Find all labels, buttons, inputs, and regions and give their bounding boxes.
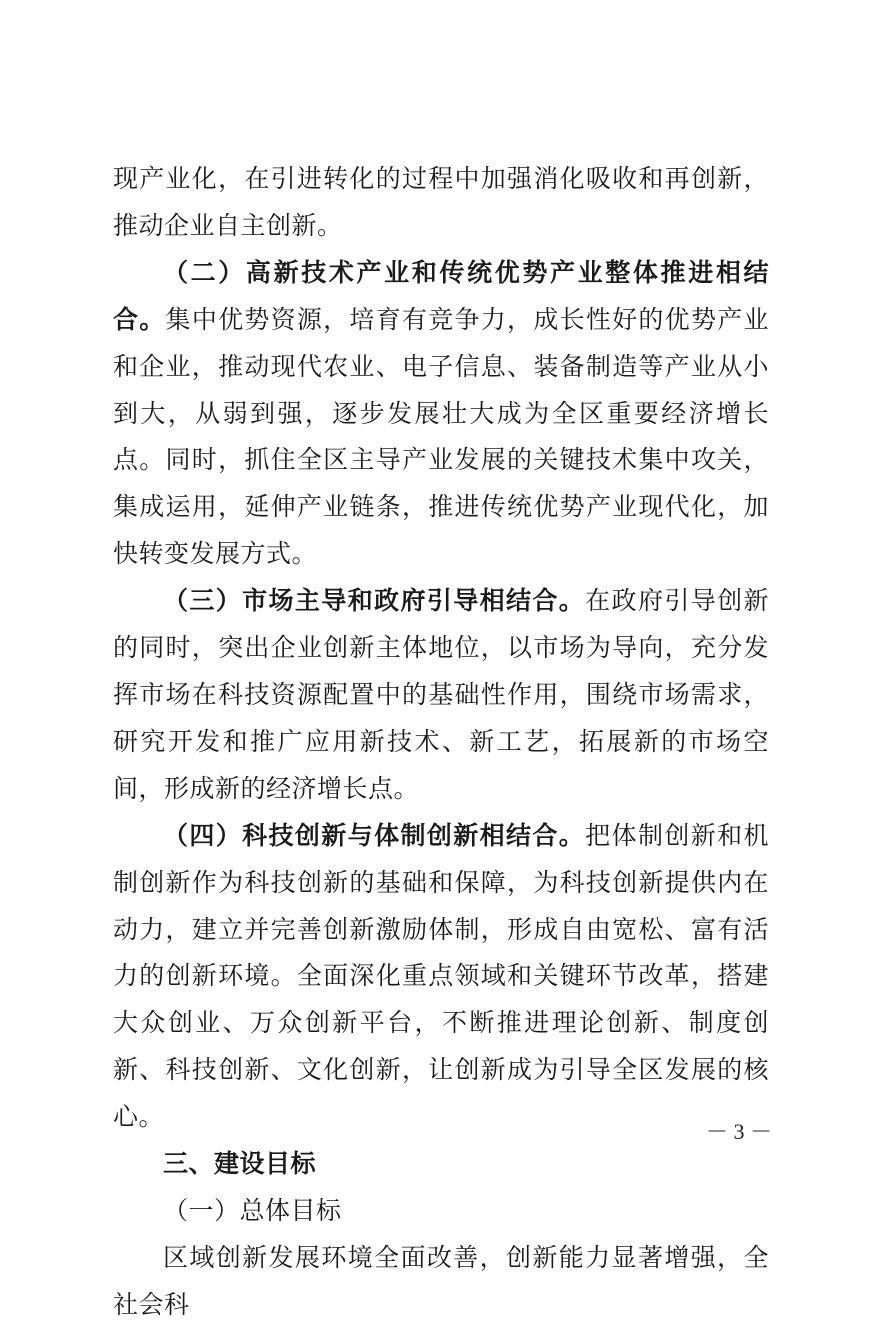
section-4-body: 把体制创新和机制创新作为科技创新的基础和保障，为科技创新提供内在动力，建立并完善创新激励体制，形成自由宽松、富有活力的创新环境。全面深化重点领域和关键环节改革，搭建大众创业、万众创新平台，不断推进理论创新、制度创新、科技创新、文化创新，让创新成为引导全区发展的核心。 <box>113 820 769 1132</box>
section-3-body: 在政府引导创新的同时，突出企业创新主体地位，以市场为导向，充分发挥市场在科技资源配置中的基础性作用，围绕市场需求，研究开发和推广应用新技术、新工艺，拓展新的市场空间，形成新的经济增长点。 <box>113 586 769 803</box>
section-2-body: 集中优势资源，培育有竞争力，成长性好的优势产业和企业，推动现代农业、电子信息、装备制造等产业从小到大，从弱到强，逐步发展壮大成为全区重要经济增长点。同时，抓住全区主导产业发展的关键技术集中攻关，集成运用，延伸产业链条，推进传统优势产业现代化，加快转变发展方式。 <box>113 304 769 569</box>
paragraph-section-3 <box>113 578 769 813</box>
document-body <box>113 156 769 1329</box>
section-3-lead: （三）市场主导和政府引导相结合。 <box>163 586 586 616</box>
section-2-lead: （二）高新技术产业和传统优势产业整体推进相结合。 <box>113 257 769 334</box>
paragraph-section-2 <box>113 250 769 578</box>
continuation-paragraph: 现产业化，在引进转化的过程中加强消化吸收和再创新，推动企业自主创新。 <box>113 164 769 240</box>
heading-construction-goals: 三、建设目标 <box>163 1149 317 1179</box>
page-number: － 3 － <box>706 1119 773 1144</box>
subheading-overall-goal: （一）总体目标 <box>163 1195 342 1225</box>
section-4-lead: （四）科技创新与体制创新相结合。 <box>163 820 586 850</box>
goal-paragraph: 区域创新发展环境全面改善，创新能力显著增强，全社会科 <box>113 1242 769 1319</box>
paragraph-section-4 <box>113 813 769 1141</box>
